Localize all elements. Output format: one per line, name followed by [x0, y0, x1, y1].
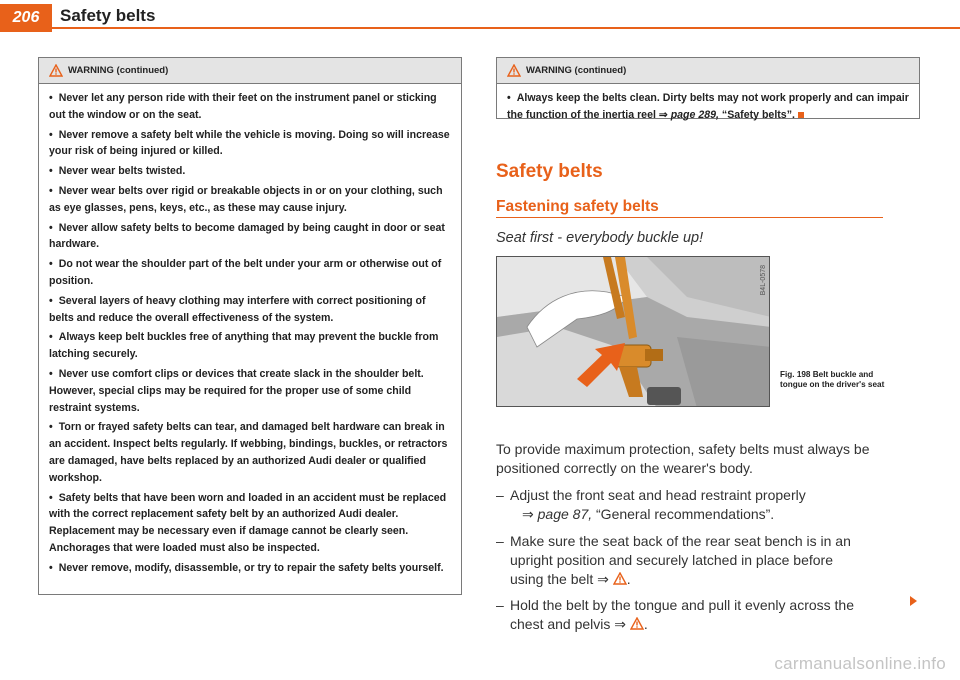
warning-item: • Never allow safety belts to become damaged by being caught in door or seat hardware.: [49, 221, 445, 251]
belt-buckle-figure: [496, 256, 770, 407]
step-hold-belt: – Hold the belt by the tongue and pull it evenly across the: [496, 597, 854, 613]
step-dash: –: [496, 597, 504, 613]
continue-arrow-icon: [910, 596, 917, 606]
step-rear-seat: – Make sure the seat back of the rear seat bench is in an: [496, 533, 851, 549]
lead-text: Seat first - everybody buckle up!: [496, 230, 704, 246]
step-rear-seat-line3: using the belt ⇒ .: [510, 571, 631, 587]
warning-item: • Do not wear the shoulder part of the belt under your arm or otherwise out of position.: [49, 258, 442, 287]
step-hold-belt-line2: chest and pelvis ⇒ .: [510, 616, 648, 632]
subsection-title: Fastening safety belts: [496, 198, 659, 215]
page-number: 206: [0, 4, 52, 32]
intro-paragraph: To provide maximum protection, safety belts must always be positioned correctly on the wearer's body.: [496, 441, 870, 476]
warning-item: • Never remove, modify, disassemble, or try to repair the safety belts yourself.: [49, 561, 444, 574]
page-reference-link[interactable]: page 87,: [537, 506, 593, 522]
belt-buckle-illustration: [497, 257, 770, 407]
warning-box-left: [38, 57, 462, 595]
step-rear-seat-line2: upright position and securely latched in place before: [510, 552, 833, 568]
warning-heading: WARNING (continued): [68, 65, 169, 76]
warning-list: [39, 84, 461, 586]
warning-item: • Never use comfort clips or devices that create slack in the shoulder belt. However, special clips may be required for the proper use of some child restraint systems.: [49, 367, 424, 414]
warning-item: • Never wear belts twisted.: [49, 165, 186, 178]
warning-triangle-icon: [630, 617, 644, 630]
warning-triangle-icon: [49, 64, 63, 77]
warning-header: [497, 58, 919, 84]
figure-caption: Fig. 198 Belt buckle and tongue on the driver's seat: [780, 370, 885, 389]
step-dash: –: [496, 487, 504, 503]
step-adjust-seat: – Adjust the front seat and head restraint properly: [496, 487, 806, 503]
section-end-marker: [798, 112, 804, 118]
warning-box-right: [496, 57, 920, 119]
warning-item: • Never let any person ride with their feet on the instrument panel or sticking out the window or on the seat.: [49, 92, 437, 121]
page-reference-link[interactable]: page 289,: [670, 108, 719, 121]
section-title: Safety belts: [496, 161, 603, 182]
warning-item: • Never wear belts over rigid or breakable objects in or on your clothing, such as eye glasses, pens, keys, etc., as these may cause injury.: [49, 184, 443, 214]
warning-list: [497, 84, 919, 133]
header-rule: [52, 27, 960, 29]
warning-triangle-icon: [613, 572, 627, 585]
warning-item: • Always keep the belts clean. Dirty belts may not work properly and can impair the function of the inertia reel ⇒ page 289, “Safety belts”.: [507, 92, 909, 121]
step-dash: –: [496, 533, 504, 549]
watermark: carmanualsonline.info: [774, 654, 946, 673]
warning-item: • Safety belts that have been worn and loaded in an accident must be replaced with the correct replacement safety belt by an authorized Audi dealer. Replacement may be necessary even if damage cannot be clearly seen. Anchorages that were loaded must also be inspected.: [49, 491, 447, 554]
warning-triangle-icon: [507, 64, 521, 77]
warning-header: [39, 58, 461, 84]
subsection-rule: [496, 217, 883, 218]
warning-item: • Never remove a safety belt while the vehicle is moving. Doing so will increase your risk of being injured or killed.: [49, 128, 450, 158]
warning-item: • Several layers of heavy clothing may interfere with correct positioning of belts and reduce the overall effectiveness of the system.: [49, 294, 426, 324]
warning-item: • Always keep belt buckles free of anything that may prevent the buckle from latching securely.: [49, 331, 439, 361]
warning-heading: WARNING (continued): [526, 65, 627, 76]
figure-code: B4L-0578: [760, 265, 767, 296]
step-adjust-seat-ref: ⇒ page 87, “General recommendations”.: [522, 506, 775, 522]
page-header-title: Safety belts: [60, 6, 156, 25]
warning-item: • Torn or frayed safety belts can tear, and damaged belt hardware can break in an accident. Inspect belts regularly. If webbing, bindings, buckles, or retractors are damaged, have belts replaced by an authorized Audi dealer or qualified workshop.: [49, 421, 448, 484]
